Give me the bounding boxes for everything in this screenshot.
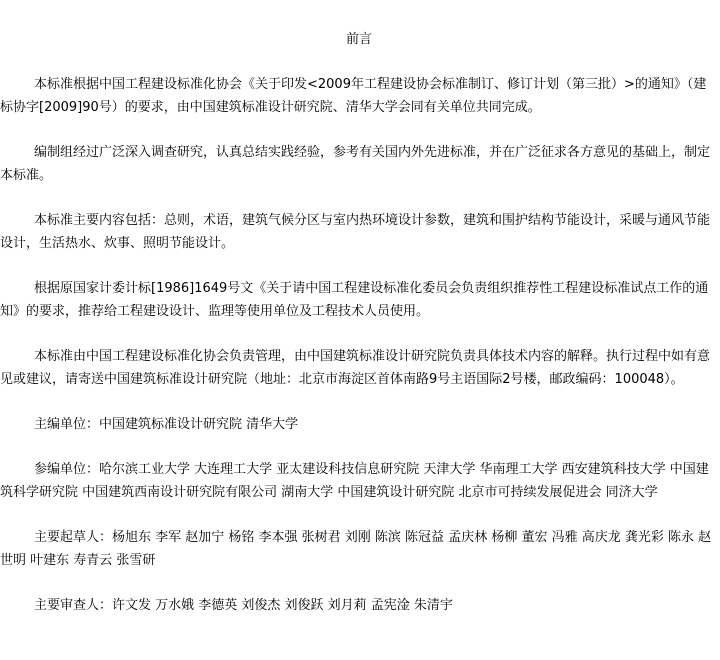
paragraph-participating-units: 参编单位：哈尔滨工业大学 大连理工大学 亚太建设科技信息研究院 天津大学 华南理工大学 西安建筑科技大学 中国建筑科学研究院 中国建筑西南设计研究院有限公司 湖南大学 中国建筑设计研究院 北京市可持续发展促进会 同济大学: [0, 462, 709, 500]
paragraph-compilation: 编制组经过广泛深入调查研究，认真总结实践经验，参考有关国内外先进标准，并在广泛征求各方意见的基础上，制定本标准。: [0, 145, 711, 183]
paragraph-main-drafters: 主要起草人：杨旭东 李军 赵加宁 杨铭 李本强 张树君 刘刚 陈滨 陈冠益 孟庆林 杨柳 董宏 冯雅 高庆龙 龚光彩 陈永 赵世明 叶建东 寿青云 张雪研: [0, 530, 712, 568]
paragraph-management: 本标准由中国工程建设标准化协会负责管理，由中国建筑标准设计研究院负责具体技术内容的解释。执行过程中如有意见或建议，请寄送中国建筑标准设计研究院（地址：北京市海淀区首体南路9号主语国际2号楼，邮政编码：100048）。: [0, 349, 711, 387]
paragraph-main-reviewers: 主要审查人：许文发 万水娥 李德英 刘俊杰 刘俊跃 刘月莉 孟宪淦 朱清宇: [34, 598, 453, 613]
document-title: 前言: [345, 32, 372, 47]
paragraph-chief-editor-units: 主编单位：中国建筑标准设计研究院 清华大学: [34, 417, 299, 432]
paragraph-contents: 本标准主要内容包括：总则，术语，建筑气候分区与室内热环境设计参数，建筑和围护结构节能设计，采暖与通风节能设计，生活热水、炊事、照明节能设计。: [0, 213, 711, 251]
paragraph-recommendation: 根据原国家计委计标[1986]1649号文《关于请中国工程建设标准化委员会负责组织推荐性工程建设标准试点工作的通知》的要求，推荐给工程建设设计、监理等使用单位及工程技术人员使用。: [0, 281, 709, 319]
paragraph-basis: 本标准根据中国工程建设标准化协会《关于印发<2009年工程建设协会标准制订、修订计划（第三批）>的通知》（建标协字[2009]90号）的要求，由中国建筑标准设计研究院、清华大学会同有关单位共同完成。: [0, 77, 707, 115]
